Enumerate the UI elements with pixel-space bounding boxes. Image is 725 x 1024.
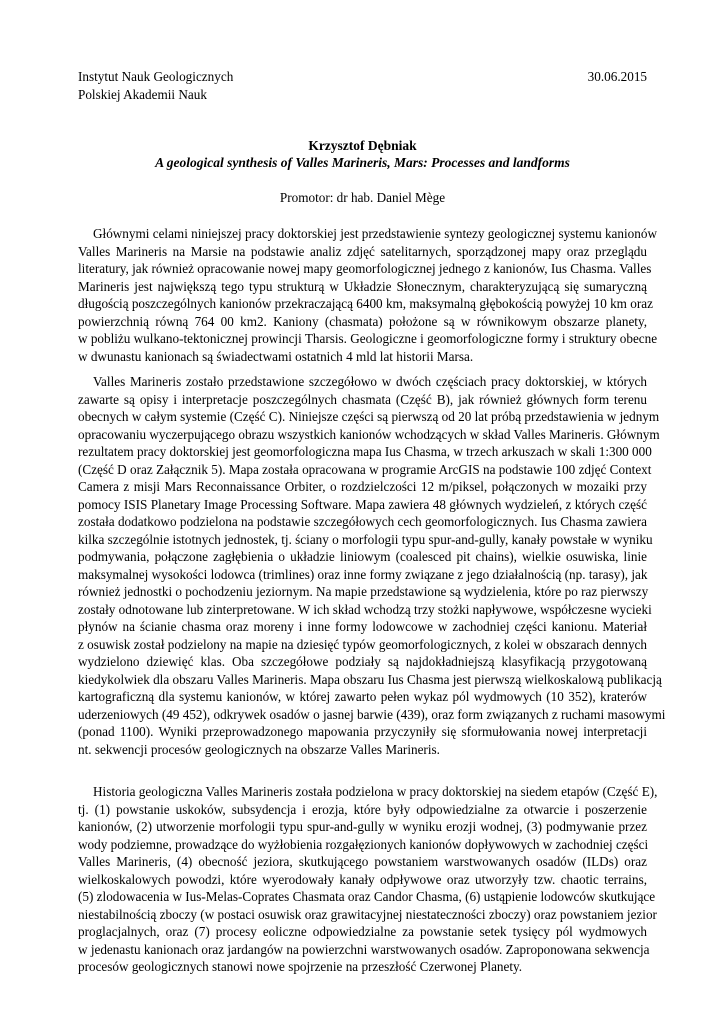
paragraph-line: pomocy ISIS Planetary Image Processing Software. Mapa zawiera 48 głównych wydzieleń, z których część bbox=[78, 496, 647, 512]
paragraph-line: wydzielono dziewięć klas. Oba szczegółowe podziały są najdokładniejszą klasyfikacją przygotowaną bbox=[78, 654, 647, 669]
paragraph-line: wielkoskalowych powodzi, które wyerodowały kanały odpływowe oraz utworzyły tzw. chaotic terrains, bbox=[78, 871, 647, 887]
paragraph-line: również jednostki o pochodzeniu jeziornym. Na mapie przedstawione są wydzielenia, które po raz pierwszy bbox=[78, 584, 649, 599]
paragraph-line: maksymalnej wysokości lodowca (trimlines) oraz inne formy związane z jego działalnością (np. tarasy), jak bbox=[78, 566, 648, 582]
paragraph-line: tj. (1) powstanie uskoków, subsydencja i erozja, które były odpowiedzialne za otwarcie i poszerzenie bbox=[78, 801, 647, 817]
paragraph-line: obecnych w całym systemie (Część C). Niniejsze części są pierwszą od 20 lat próbą przedstawienia w jednym bbox=[78, 409, 660, 424]
paragraph-line: zawarte są opisy i interpretacje poszczególnych chasmata (Część B), jak również głównych form terenu bbox=[78, 391, 647, 407]
paragraph-line: w jedenastu kanionach oraz jardangów na powierzchni warstwowanych osadów. Zaproponowana sekwencja bbox=[78, 941, 650, 957]
paragraph-line: (5) zlodowacenia w Ius-Melas-Coprates Chasmata oraz Candor Chasma, (6) ustąpienie lodowców skutkujące bbox=[78, 889, 656, 904]
paragraph-line: Camera z misji Mars Reconnaissance Orbiter, o rozdzielczości 12 m/piksel, połączonych w mozaiki przy bbox=[78, 479, 647, 494]
paragraph-line: uderzeniowych (49 452), odkrywek osadów o jasnej barwie (439), oraz form związanych z ruchami masowymi bbox=[78, 706, 666, 722]
paragraph-line: w pobliżu wulkano-tektonicznej prowincji Tharsis. Geologiczne i geomorfologiczne formy i struktury obecne bbox=[78, 331, 658, 346]
paragraph-line: nt. sekwencji procesów geologicznych na obszarze Valles Marineris. bbox=[78, 741, 440, 757]
paragraph-line: kartograficzną dla systemu kanionów, w której zawarto pełen wykaz pól wydmowych (10 352), kraterów bbox=[78, 689, 647, 704]
paragraph-line: (Część D oraz Załącznik 5). Mapa została opracowana w programie ArcGIS na podstawie 100 zdjęć Context bbox=[78, 461, 652, 477]
paragraph-line: zostały odnotowane lub zinterpretowane. W ich skład wchodzą trzy stożki napływowe, współczesne wycieki bbox=[78, 601, 652, 617]
abstract-paragraph-3 bbox=[78, 783, 658, 976]
paragraph-line: Marineris jest największą tego typu strukturą w Układzie Słonecznym, charakteryzującą się sumaryczną bbox=[78, 278, 647, 294]
paragraph-line: literatury, jak również opracowanie nowej mapy geomorfologicznej jednego z kanionów, Ius Chasma. Valles bbox=[78, 261, 652, 276]
paragraph-line: w dwunastu kanionach są świadectwami ostatnich 4 mld lat historii Marsa. bbox=[78, 348, 474, 364]
author-name: Krzysztof Dębniak bbox=[308, 138, 417, 153]
paragraph-line: kiedykolwiek dla obszaru Valles Marineris. Mapa obszaru Ius Chasma jest pierwszą wielkoskalową publikacją bbox=[78, 671, 662, 687]
paragraph-line: Valles Marineris, (4) obecność jeziora, skutkującego powstaniem warstwowanych osadów (ILDs) oraz bbox=[78, 854, 647, 869]
paragraph-line: niestabilnością zboczy (w postaci osuwisk oraz grawitacyjnej niestateczności zboczy) oraz powstaniem jezior bbox=[78, 906, 657, 922]
paragraph-line: Historia geologiczna Valles Marineris została podzielona w pracy doktorskiej na siedem etapów (Część E), bbox=[93, 784, 658, 799]
institute-line-1: Instytut Nauk Geologicznych bbox=[78, 69, 234, 84]
institute-line-2: Polskiej Akademii Nauk bbox=[78, 86, 207, 102]
paragraph-line: kanionów, (2) utworzenie morfologii typu spur-and-gully w wyniku erozji wodnej, (3) podmywanie przez bbox=[78, 819, 647, 834]
paragraph-line: z osuwisk został podzielony na mapie na dziesięć typów geomorfologicznych, z kolei w obszarach dennych bbox=[78, 636, 647, 652]
date: 30.06.2015 bbox=[587, 69, 647, 84]
abstract-paragraph-2 bbox=[78, 373, 666, 758]
paragraph-line: Głównymi celami niniejszej pracy doktorskiej jest przedstawienie syntezy geologicznej systemu kanionów bbox=[93, 226, 657, 241]
paragraph-line: wody podziemne, prowadzące do wyżłobienia rozgałęzionych kanionów dopływowych w zachodniej części bbox=[78, 836, 649, 852]
paragraph-line: rezultatem pracy doktorskiej jest geomorfologiczna mapa Ius Chasma, w trzech arkuszach w skali 1:300 000 bbox=[78, 444, 652, 459]
paragraph-line: płynów na ścianie chasma oraz moreny i inne formy lodowcowe w zachodniej części kanionu. Materiał bbox=[78, 619, 647, 634]
paragraph-line: Valles Marineris zostało przedstawione szczegółowo w dwóch częściach pracy doktorskiej, w których bbox=[93, 374, 647, 389]
paragraph-line: podmywania, połączone zagłębienia o układzie liniowym (coalesced pit chains), wielkie osuwiska, linie bbox=[78, 549, 647, 564]
paragraph-line: została dodatkowo podzielona na podstawie szczegółowych cech geomorfologicznych. Ius Chasma zawiera bbox=[78, 514, 647, 529]
abstract-paragraph-1 bbox=[78, 225, 658, 365]
paragraph-line: Valles Marineris na Marsie na podstawie analiz zdjęć satelitarnych, sporządzonej mapy oraz przeglądu bbox=[78, 243, 647, 259]
thesis-title: A geological synthesis of Valles Marineris, Mars: Processes and landforms bbox=[155, 155, 570, 170]
paragraph-line: (ponad 1100). Wyniki przeprowadzonego mapowania przyczyniły się sformułowania nowej interpretacji bbox=[78, 724, 647, 739]
institute-header bbox=[78, 68, 233, 103]
promotor-line: Promotor: dr hab. Daniel Mège bbox=[279, 190, 446, 205]
paragraph-line: opracowaniu wyczerpującego obrazu wszystkich kanionów wchodzących w skład Valles Marineris. Głównym bbox=[78, 426, 660, 442]
paragraph-line: długością poszczególnych kanionów przekraczającą 6400 km, maksymalną głębokością powyżej 10 km oraz bbox=[78, 296, 653, 311]
paragraph-line: procesów geologicznych stanowi nowe spojrzenie na przeszłość Czerwonej Planety. bbox=[78, 959, 523, 974]
paragraph-line: kilka szczególnie istotnych jednostek, tj. ściany o morfologii typu spur-and-gully, kanały powstałe w wyniku bbox=[78, 531, 653, 547]
paragraph-line: proglacjalnych, oraz (7) procesy eoliczne odpowiedzialne za powstanie setek tysięcy pól wydmowych bbox=[78, 924, 647, 939]
paragraph-line: powierzchnią równą 764 00 km2. Kaniony (chasmata) położone są w równikowym obszarze planety, bbox=[78, 313, 647, 329]
